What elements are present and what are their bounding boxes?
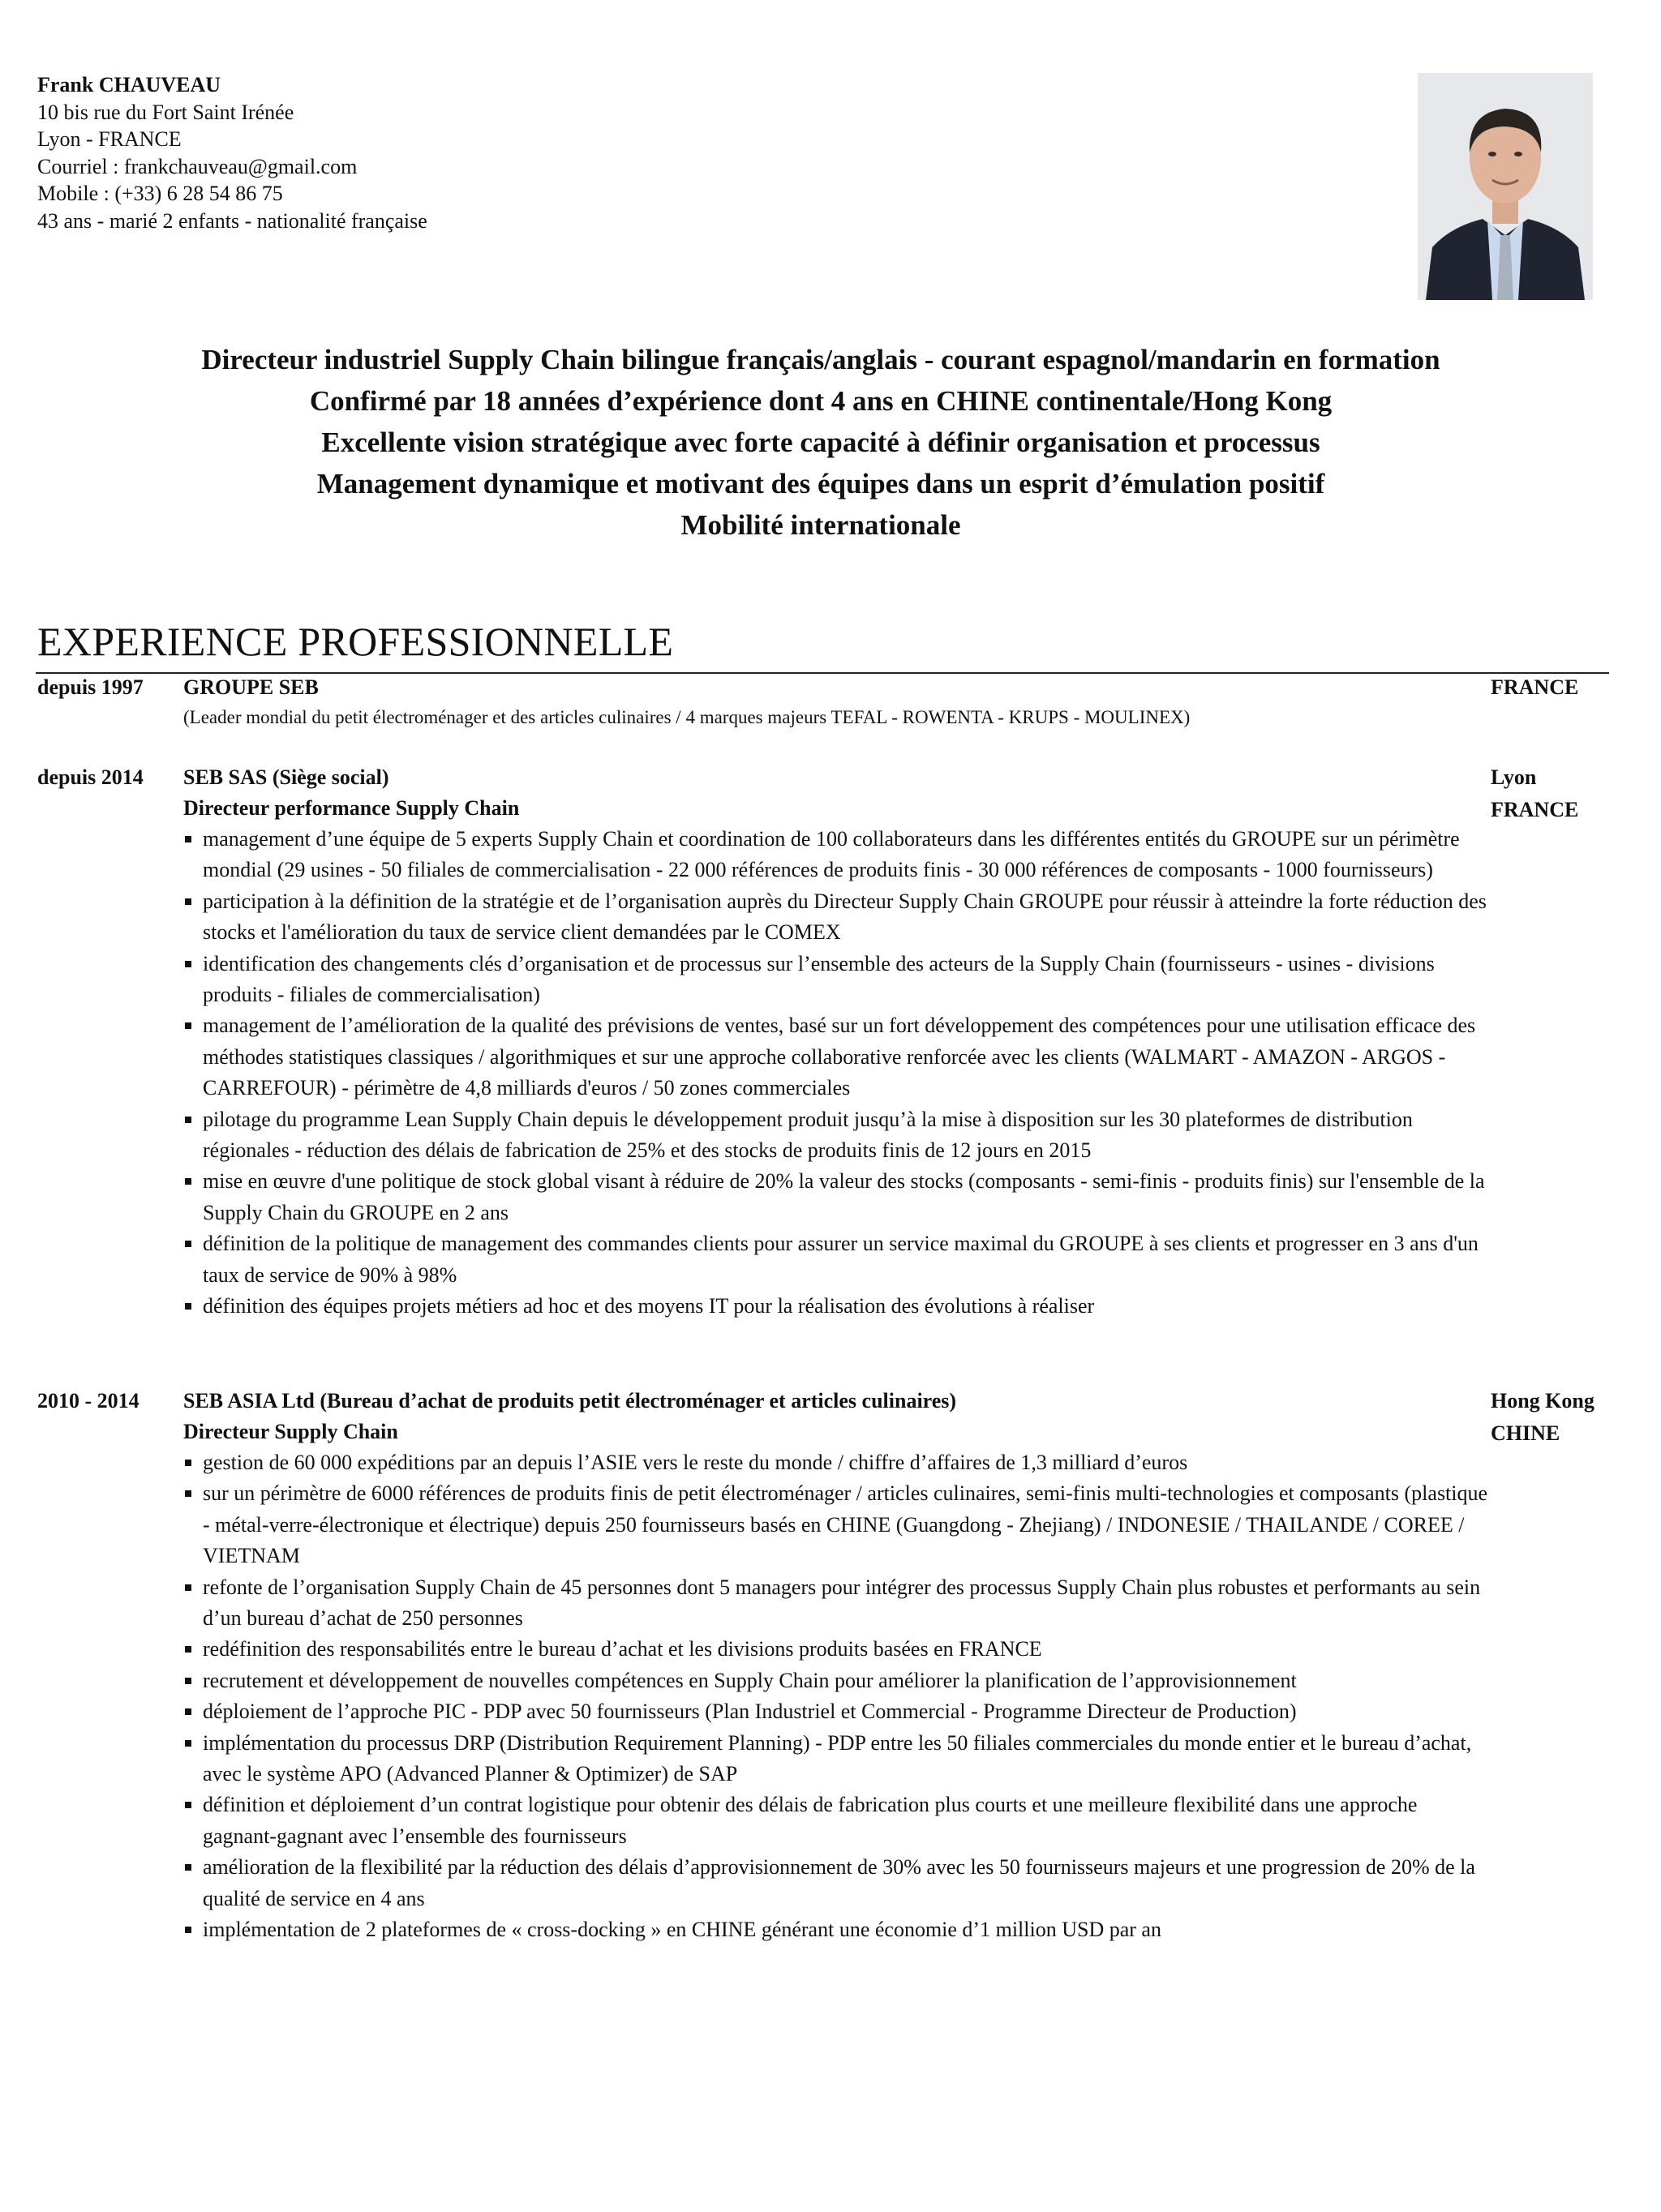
summary-line: Confirmé par 18 années d’expérience dont 4 ans en CHINE continentale/Hong Kong <box>309 385 1333 417</box>
experience-date: depuis 2014 <box>37 765 144 789</box>
list-item: management d’une équipe de 5 experts Supply Chain et coordination de 100 collaborateurs dans les différentes entités du GROUPE sur un périmètre mondial (29 usines - 50 filiales de commercialisation - 22 000 références de produits finis - 30 000 références de composants - 1000 fournisseurs) <box>183 824 1489 886</box>
summary-line: Management dynamique et motivant des équipes dans un esprit d’émulation positif <box>316 468 1325 499</box>
experience-date: depuis 1997 <box>37 675 144 699</box>
list-item: gestion de 60 000 expéditions par an depuis l’ASIE vers le reste du monde / chiffre d’affaires de 1,3 milliard d’euros <box>183 1447 1489 1478</box>
experience-content <box>183 1386 1489 1946</box>
job-title: Directeur performance Supply Chain <box>183 796 520 820</box>
experience-location: FRANCE <box>1491 675 1579 699</box>
experience-location-country: FRANCE <box>1491 798 1579 821</box>
contact-address: 10 bis rue du Fort Saint Irénée <box>37 100 294 124</box>
list-item: participation à la définition de la stratégie et de l’organisation auprès du Directeur Supply Chain GROUPE pour réussir à atteindre la forte réduction des stocks et l'amélioration du taux de service client demandées par le COMEX <box>183 886 1489 949</box>
summary-line: Excellente vision stratégique avec forte capacité à définir organisation et processus <box>321 427 1320 458</box>
list-item: management de l’amélioration de la qualité des prévisions de ventes, basé sur un fort développement des compétences pour une utilisation efficace des méthodes statistiques classiques / algorithmiques et sur une approche collaborative renforcée avec les clients (WALMART - AMAZON - ARGOS - CARREFOUR) - périmètre de 4,8 milliards d'euros / 50 zones commerciales <box>183 1010 1489 1104</box>
experience-location-city: Lyon <box>1491 765 1537 789</box>
list-item: implémentation de 2 plateformes de « cross-docking » en CHINE générant une économie d’1 million USD par an <box>183 1914 1489 1945</box>
portrait-photo <box>1418 73 1593 300</box>
profile-summary <box>0 339 1642 546</box>
contact-city: Lyon - FRANCE <box>37 127 182 151</box>
list-item: redéfinition des responsabilités entre le bureau d’achat et les divisions produits basées en FRANCE <box>183 1634 1489 1665</box>
company-name: SEB SAS (Siège social) <box>183 765 389 789</box>
list-item: implémentation du processus DRP (Distribution Requirement Planning) - PDP entre les 50 filiales commerciales du monde entier et le bureau d’achat, avec le système APO (Advanced Planner & Optimizer) de SAP <box>183 1728 1489 1790</box>
experience-date: 2010 - 2014 <box>37 1389 139 1413</box>
contact-personal: 43 ans - marié 2 enfants - nationalité française <box>37 208 427 233</box>
section-title-experience: EXPERIENCE PROFESSIONNELLE <box>37 619 674 664</box>
company-name: GROUPE SEB <box>183 675 319 699</box>
list-item: recrutement et développement de nouvelles compétences en Supply Chain pour améliorer la planification de l’approvisionnement <box>183 1665 1489 1696</box>
list-item: amélioration de la flexibilité par la réduction des délais d’approvisionnement de 30% avec les 50 fournisseurs majeurs et une progression de 20% de la qualité de service en 4 ans <box>183 1852 1489 1914</box>
list-item: sur un périmètre de 6000 références de produits finis de petit électroménager / articles culinaires, semi-finis multi-technologies et composants (plastique - métal-verre-électronique et électrique) depuis 250 fournisseurs basés en CHINE (Guangdong - Zhejiang) / INDONESIE / THAILANDE / COREE / VIETNAM <box>183 1478 1489 1571</box>
experience-location-country: CHINE <box>1491 1421 1560 1445</box>
list-item: identification des changements clés d’organisation et de processus sur l’ensemble des acteurs de la Supply Chain (fournisseurs - usines - divisions produits - filiales de commercialisation) <box>183 949 1489 1011</box>
list-item: définition et déploiement d’un contrat logistique pour obtenir des délais de fabrication plus courts et une meilleure flexibilité dans une approche gagnant-gagnant avec l’ensemble des fournisseurs <box>183 1790 1489 1852</box>
company-note: (Leader mondial du petit électroménager et des articles culinaires / 4 marques majeurs TEFAL - ROWENTA - KRUPS - MOULINEX) <box>183 707 1191 727</box>
list-item: pilotage du programme Lean Supply Chain depuis le développement produit jusqu’à la mise à disposition sur les 30 plateformes de distribution régionales - réduction des délais de fabrication de 25% et des stocks de produits finis de 12 jours en 2015 <box>183 1104 1489 1167</box>
list-item: déploiement de l’approche PIC - PDP avec 50 fournisseurs (Plan Industriel et Commercial - Programme Directeur de Production) <box>183 1696 1489 1727</box>
contact-block <box>37 71 427 234</box>
list-item: refonte de l’organisation Supply Chain de 45 personnes dont 5 managers pour intégrer des processus Supply Chain plus robustes et performants au sein d’un bureau d’achat de 250 personnes <box>183 1572 1489 1635</box>
list-item: définition de la politique de management des commandes clients pour assurer un service maximal du GROUPE à ses clients et progresser en 3 ans d'un taux de service de 90% à 98% <box>183 1228 1489 1291</box>
responsibilities-list <box>183 824 1489 1322</box>
summary-line: Mobilité internationale <box>680 509 961 541</box>
contact-name: Frank CHAUVEAU <box>37 73 221 96</box>
summary-line: Directeur industriel Supply Chain bilingue français/anglais - courant espagnol/mandarin en formation <box>201 344 1440 375</box>
company-name: SEB ASIA Ltd (Bureau d’achat de produits petit électroménager et articles culinaires) <box>183 1389 957 1413</box>
list-item: définition des équipes projets métiers ad hoc et des moyens IT pour la réalisation des évolutions à réaliser <box>183 1291 1489 1322</box>
responsibilities-list <box>183 1447 1489 1946</box>
experience-content <box>183 762 1489 1322</box>
experience-content <box>183 672 1489 732</box>
job-title: Directeur Supply Chain <box>183 1420 398 1443</box>
list-item: mise en œuvre d'une politique de stock global visant à réduire de 20% la valeur des stocks (composants - semi-finis - produits finis) sur l'ensemble de la Supply Chain du GROUPE en 2 ans <box>183 1166 1489 1228</box>
experience-location-city: Hong Kong <box>1491 1389 1594 1413</box>
contact-email: Courriel : frankchauveau@gmail.com <box>37 154 358 178</box>
contact-mobile: Mobile : (+33) 6 28 54 86 75 <box>37 182 283 205</box>
portrait-illustration <box>1418 73 1593 300</box>
